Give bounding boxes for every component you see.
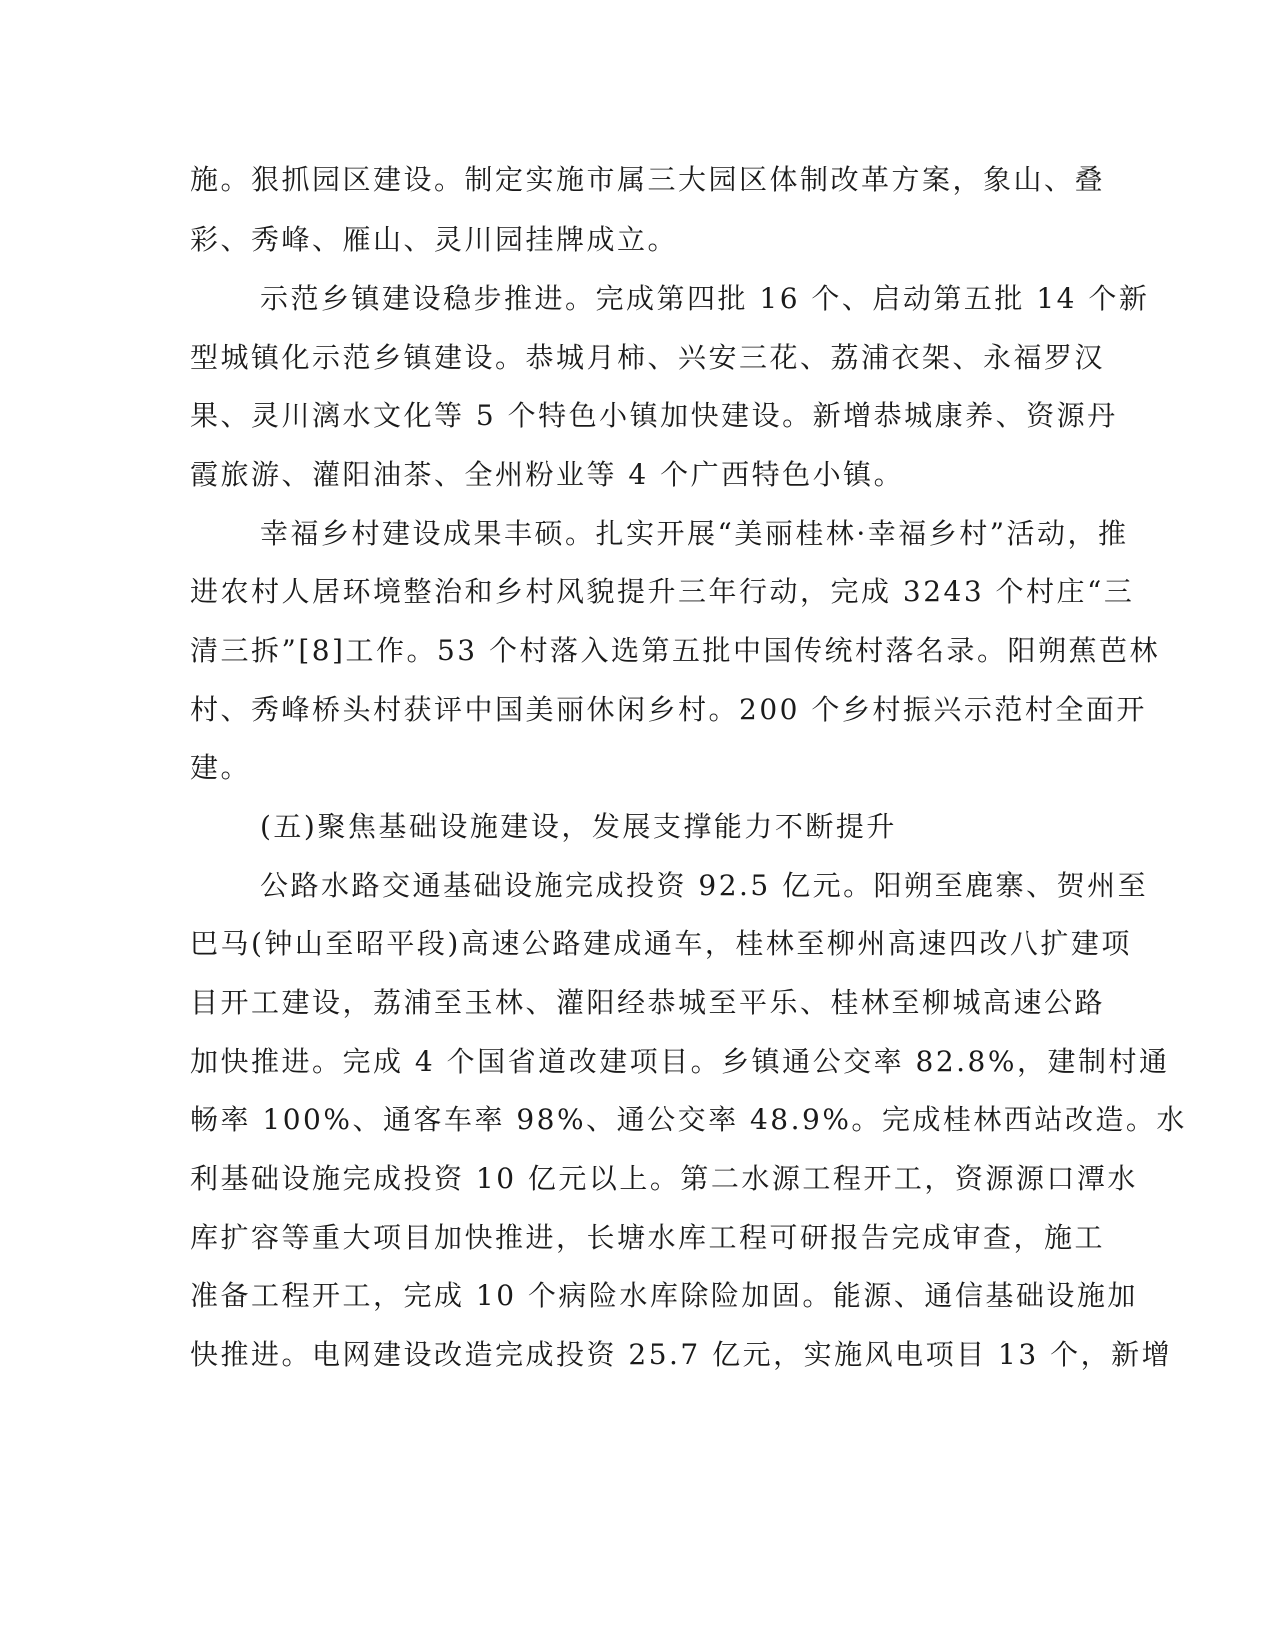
- text-line: 霞旅游、灌阳油茶、全州粉业等 4 个广西特色小镇。: [190, 458, 905, 491]
- text-line: 果、灵川漓水文化等 5 个特色小镇加快建设。新增恭城康养、资源丹: [190, 399, 1118, 432]
- text-line: 彩、秀峰、雁山、灵川园挂牌成立。: [190, 223, 679, 256]
- text-line: 加快推进。完成 4 个国省道改建项目。乡镇通公交率 82.8%，建制村通: [190, 1045, 1170, 1078]
- text-line: 快推进。电网建设改造完成投资 25.7 亿元，实施风电项目 13 个，新增: [190, 1338, 1173, 1371]
- text-line: 库扩容等重大项目加快推进，长塘水库工程可研报告完成审查，施工: [190, 1221, 1106, 1254]
- text-line: 畅率 100%、通客车率 98%、通公交率 48.9%。完成桂林西站改造。水: [190, 1103, 1187, 1136]
- text-line: 准备工程开工，完成 10 个病险水库除险加固。能源、通信基础设施加: [190, 1279, 1138, 1312]
- text-line: 利基础设施完成投资 10 亿元以上。第二水源工程开工，资源源口潭水: [190, 1162, 1138, 1195]
- text-line: 清三拆”[8]工作。53 个村落入选第五批中国传统村落名录。阳朔蕉芭林: [190, 634, 1161, 667]
- section-heading: (五)聚焦基础设施建设，发展支撑能力不断提升: [260, 810, 897, 843]
- paragraph-first-line: 公路水路交通基础设施完成投资 92.5 亿元。阳朔至鹿寨、贺州至: [260, 869, 1149, 902]
- paragraph-first-line: 示范乡镇建设稳步推进。完成第四批 16 个、启动第五批 14 个新: [260, 282, 1150, 315]
- text-line: 建。: [190, 751, 252, 784]
- text-line: 村、秀峰桥头村获评中国美丽休闲乡村。200 个乡村振兴示范村全面开: [190, 693, 1147, 726]
- text-line: 目开工建设，荔浦至玉林、灌阳经恭城至平乐、桂林至柳城高速公路: [190, 986, 1106, 1019]
- text-line: 巴马(钟山至昭平段)高速公路建成通车，桂林至柳州高速四改八扩建项: [190, 927, 1132, 960]
- text-line: 进农村人居环境整治和乡村风貌提升三年行动，完成 3243 个村庄“三: [190, 575, 1135, 608]
- text-line: 施。狠抓园区建设。制定实施市属三大园区体制改革方案，象山、叠: [190, 163, 1106, 196]
- text-line: 型城镇化示范乡镇建设。恭城月柿、兴安三花、荔浦衣架、永福罗汉: [190, 341, 1106, 374]
- paragraph-first-line: 幸福乡村建设成果丰硕。扎实开展“美丽桂林·幸福乡村”活动，推: [260, 517, 1129, 550]
